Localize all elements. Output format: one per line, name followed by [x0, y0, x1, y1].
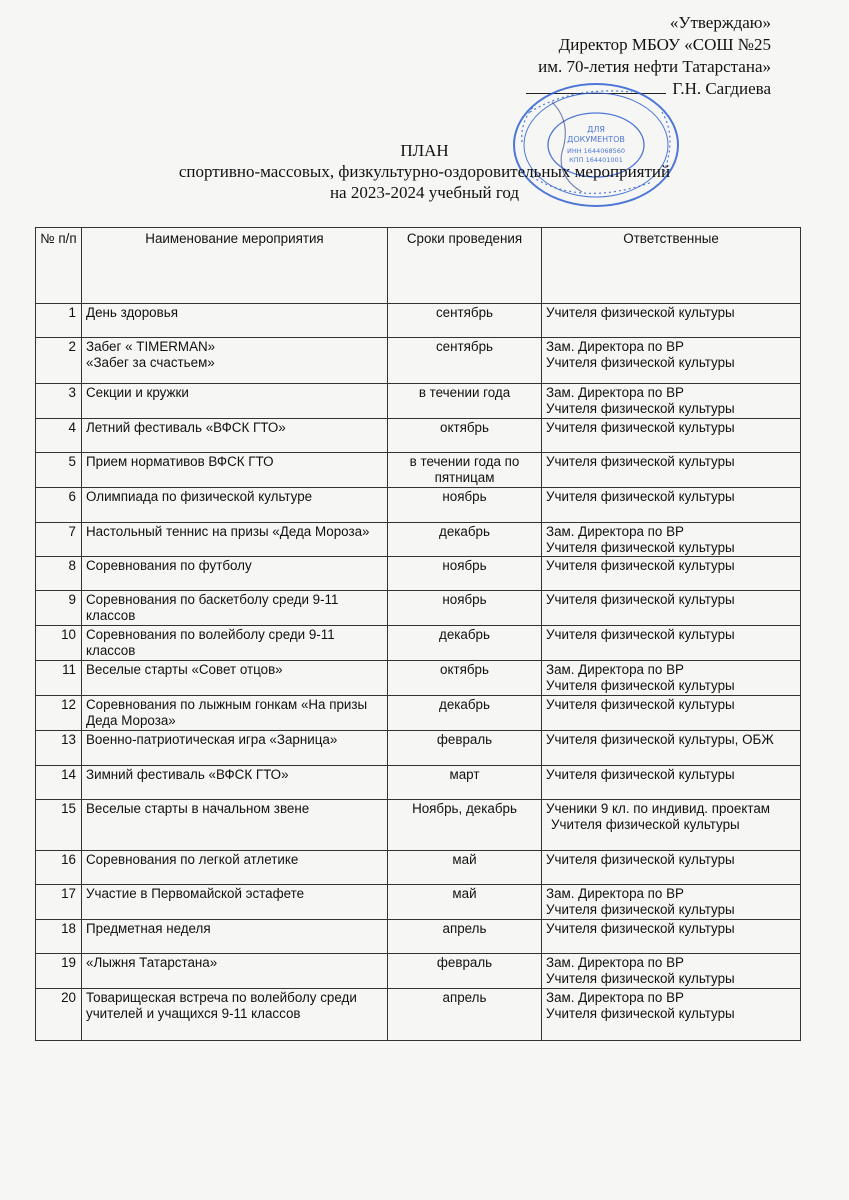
stamp-text-1: ДЛЯ — [587, 125, 605, 134]
event-name: Товарищеская встреча по волейболу среди учителей и учащихся 9-11 классов — [82, 989, 388, 1041]
row-number: 15 — [36, 800, 82, 851]
row-number: 18 — [36, 920, 82, 954]
header-responsible: Ответственные — [542, 228, 801, 304]
event-dates: март — [388, 766, 542, 800]
event-name: Соревнования по легкой атлетике — [82, 851, 388, 885]
responsible-line: Ученики 9 кл. по индивид. проектам — [546, 801, 770, 816]
event-dates: декабрь — [388, 626, 542, 661]
event-name: Веселые старты «Совет отцов» — [82, 661, 388, 696]
table-row — [36, 419, 801, 453]
responsible-line: Учителя физической культуры — [546, 454, 735, 469]
row-number: 17 — [36, 885, 82, 920]
event-name: Предметная неделя — [82, 920, 388, 954]
event-responsible — [542, 591, 801, 626]
row-number: 7 — [36, 523, 82, 557]
event-name: Соревнования по волейболу среди 9-11 классов — [82, 626, 388, 661]
responsible-line: Учителя физической культуры — [546, 401, 735, 416]
title-year: на 2023-2024 учебный год — [329, 183, 520, 202]
event-dates: Ноябрь, декабрь — [388, 800, 542, 851]
event-name: День здоровья — [82, 304, 388, 338]
event-name: Секции и кружки — [82, 384, 388, 419]
event-responsible — [542, 661, 801, 696]
row-number: 9 — [36, 591, 82, 626]
event-dates: ноябрь — [388, 591, 542, 626]
event-dates: сентябрь — [388, 304, 542, 338]
row-number: 14 — [36, 766, 82, 800]
row-number: 5 — [36, 453, 82, 488]
row-number: 10 — [36, 626, 82, 661]
event-responsible — [542, 696, 801, 731]
row-number: 3 — [36, 384, 82, 419]
event-responsible — [542, 766, 801, 800]
row-number: 19 — [36, 954, 82, 989]
table-row — [36, 731, 801, 766]
event-responsible — [542, 523, 801, 557]
event-responsible — [542, 920, 801, 954]
event-dates: февраль — [388, 954, 542, 989]
responsible-line: Учителя физической культуры — [546, 305, 735, 320]
responsible-line: Учителя физической культуры — [546, 852, 735, 867]
table-header-row — [36, 228, 801, 304]
event-name: «Лыжня Татарстана» — [82, 954, 388, 989]
responsible-line: Учителя физической культуры — [546, 678, 735, 693]
responsible-line: Учителя физической культуры — [546, 592, 735, 607]
table-row — [36, 989, 801, 1041]
responsible-line: Учителя физической культуры — [546, 921, 735, 936]
event-dates: октябрь — [388, 419, 542, 453]
responsible-line: Учителя физической культуры — [546, 767, 735, 782]
event-dates: в течении года — [388, 384, 542, 419]
header-num: № п/п — [36, 228, 82, 304]
row-number: 20 — [36, 989, 82, 1041]
event-name: Военно-патриотическая игра «Зарница» — [82, 731, 388, 766]
responsible-line: Учителя физической культуры — [546, 420, 735, 435]
event-responsible — [542, 453, 801, 488]
table-row — [36, 696, 801, 731]
title-plan: ПЛАН — [400, 141, 449, 160]
responsible-line: Зам. Директора по ВР — [546, 886, 684, 901]
responsible-line: Зам. Директора по ВР — [546, 955, 684, 970]
approval-school: им. 70-летия нефти Татарстана» — [538, 57, 771, 76]
row-number: 1 — [36, 304, 82, 338]
event-responsible — [542, 851, 801, 885]
row-number: 16 — [36, 851, 82, 885]
event-responsible — [542, 731, 801, 766]
event-responsible — [542, 384, 801, 419]
event-responsible — [542, 338, 801, 384]
row-number: 13 — [36, 731, 82, 766]
responsible-line: Учителя физической культуры — [546, 902, 735, 917]
responsible-line: Учителя физической культуры — [546, 627, 735, 642]
responsible-line: Учителя физической культуры — [546, 489, 735, 504]
events-table — [35, 227, 801, 1041]
table-row — [36, 851, 801, 885]
responsible-line: Учителя физической культуры — [546, 971, 735, 986]
table-row — [36, 338, 801, 384]
event-dates: февраль — [388, 731, 542, 766]
event-dates: май — [388, 851, 542, 885]
table-row — [36, 626, 801, 661]
row-number: 2 — [36, 338, 82, 384]
responsible-line: Зам. Директора по ВР — [546, 990, 684, 1005]
event-responsible — [542, 800, 801, 851]
row-number: 4 — [36, 419, 82, 453]
event-dates: в течении года по пятницам — [388, 453, 542, 488]
event-dates: апрель — [388, 989, 542, 1041]
document-title — [0, 140, 849, 203]
table-row — [36, 384, 801, 419]
table-row — [36, 488, 801, 523]
table-row — [36, 591, 801, 626]
event-dates: декабрь — [388, 696, 542, 731]
table-row — [36, 800, 801, 851]
responsible-line: Зам. Директора по ВР — [546, 385, 684, 400]
event-dates: декабрь — [388, 523, 542, 557]
event-name: Прием нормативов ВФСК ГТО — [82, 453, 388, 488]
stamp-kpp: КПП 164401001 — [569, 156, 623, 164]
approval-signer-name: Г.Н. Сагдиева — [672, 79, 771, 98]
event-responsible — [542, 626, 801, 661]
table-row — [36, 453, 801, 488]
event-name: Летний фестиваль «ВФСК ГТО» — [82, 419, 388, 453]
event-name: Участие в Первомайской эстафете — [82, 885, 388, 920]
title-subtitle: спортивно-массовых, физкультурно-оздоровительных мероприятий — [178, 162, 671, 181]
event-name: Олимпиада по физической культуре — [82, 488, 388, 523]
table-row — [36, 920, 801, 954]
event-name: Веселые старты в начальном звене — [82, 800, 388, 851]
responsible-line: Учителя физической культуры — [546, 558, 735, 573]
event-responsible — [542, 885, 801, 920]
responsible-line: Учителя физической культуры — [546, 697, 735, 712]
event-dates: май — [388, 885, 542, 920]
table-row — [36, 523, 801, 557]
table-body — [36, 304, 801, 1041]
event-dates: ноябрь — [388, 488, 542, 523]
table-row — [36, 954, 801, 989]
responsible-line: Учителя физической культуры — [546, 1006, 735, 1021]
responsible-line: Учителя физической культуры — [546, 540, 735, 555]
header-name: Наименование мероприятия — [82, 228, 388, 304]
table-row — [36, 766, 801, 800]
responsible-line: Учителя физической культуры, ОБЖ — [546, 732, 774, 747]
event-dates: апрель — [388, 920, 542, 954]
stamp-text-2: ДОКУМЕНТОВ — [567, 135, 625, 144]
responsible-line: Зам. Директора по ВР — [546, 524, 684, 539]
row-number: 8 — [36, 557, 82, 591]
event-responsible — [542, 488, 801, 523]
row-number: 11 — [36, 661, 82, 696]
event-name: Забег « TIMERMAN» «Забег за счастьем» — [82, 338, 388, 384]
event-responsible — [542, 419, 801, 453]
header-dates: Сроки проведения — [388, 228, 542, 304]
event-name: Соревнования по футболу — [82, 557, 388, 591]
event-responsible — [542, 557, 801, 591]
stamp-inn: ИНН 1644068560 — [566, 147, 626, 155]
approval-position: Директор МБОУ «СОШ №25 — [558, 35, 771, 54]
table-row — [36, 557, 801, 591]
table-row — [36, 304, 801, 338]
event-responsible — [542, 989, 801, 1041]
approval-heading: «Утверждаю» — [669, 13, 771, 32]
event-name: Настольный теннис на призы «Деда Мороза» — [82, 523, 388, 557]
table-row — [36, 661, 801, 696]
row-number: 12 — [36, 696, 82, 731]
event-dates: ноябрь — [388, 557, 542, 591]
row-number: 6 — [36, 488, 82, 523]
responsible-line: Учителя физической культуры — [546, 355, 735, 370]
responsible-line: Зам. Директора по ВР — [546, 662, 684, 677]
responsible-line: Зам. Директора по ВР — [546, 339, 684, 354]
responsible-line: Учителя физической культуры — [551, 817, 740, 832]
event-responsible — [542, 954, 801, 989]
event-name: Соревнования по баскетболу среди 9-11 классов — [82, 591, 388, 626]
event-name: Зимний фестиваль «ВФСК ГТО» — [82, 766, 388, 800]
event-dates: сентябрь — [388, 338, 542, 384]
event-dates: октябрь — [388, 661, 542, 696]
event-name: Соревнования по лыжным гонкам «На призы Деда Мороза» — [82, 696, 388, 731]
event-responsible — [542, 304, 801, 338]
table-row — [36, 885, 801, 920]
